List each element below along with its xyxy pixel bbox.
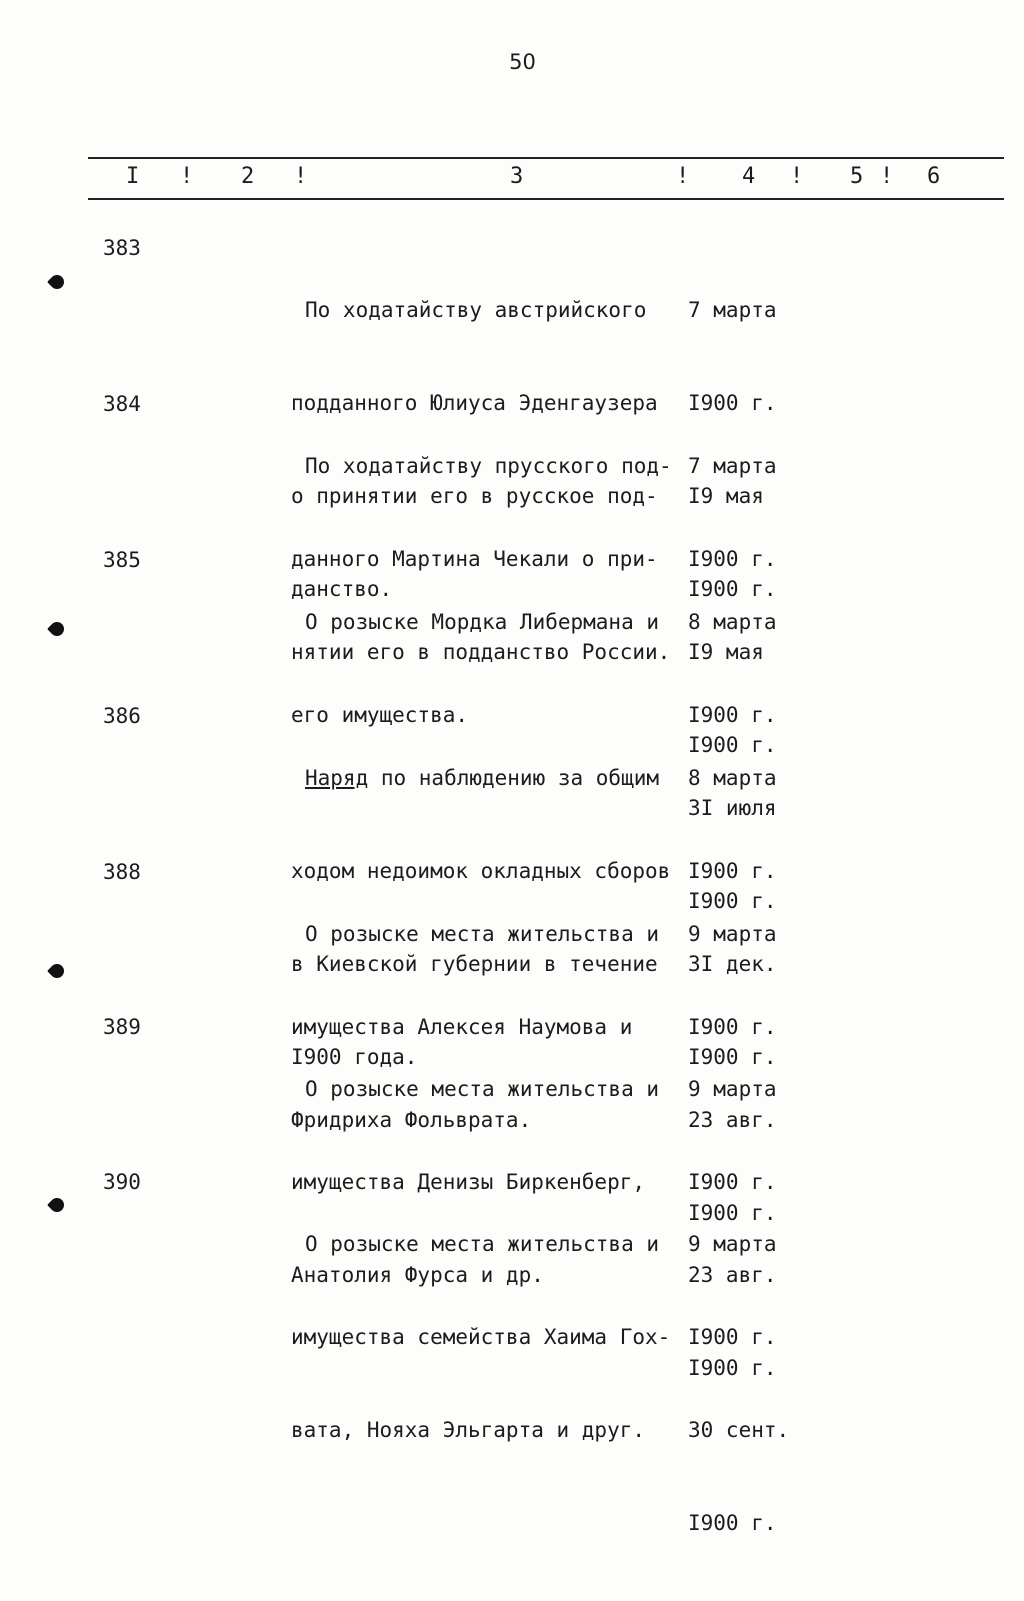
column-separator: !	[180, 164, 194, 189]
date-line: 8 марта	[688, 766, 777, 790]
description-line: ходом недоимок окладных сборов	[291, 859, 671, 883]
description-line: О розыске места жительства и	[305, 1232, 660, 1256]
punch-hole-icon	[47, 1195, 67, 1215]
punch-hole-icon	[47, 961, 67, 981]
date-line: 9 марта	[688, 922, 777, 946]
date-line: 9 марта	[688, 1077, 777, 1101]
description-line: данного Мартина Чекали о при-	[291, 547, 658, 571]
date-line: 7 марта	[688, 454, 777, 478]
column-header-2: 2	[241, 164, 255, 189]
column-separator: !	[676, 164, 690, 189]
column-header-1: I	[126, 164, 140, 189]
date-line: 23 авг.	[688, 1108, 777, 1132]
header-bottom-rule	[88, 198, 1004, 200]
date-line: I900 г.	[688, 1045, 777, 1069]
description-line: О розыске места жительства и	[305, 1077, 660, 1101]
date-line: 3I дек.	[688, 952, 777, 976]
date-line: I9 мая	[688, 640, 764, 664]
description-line: нятии его в подданство России.	[291, 640, 671, 664]
entry-number: 385	[103, 548, 141, 572]
description-line: Фридриха Фольврата.	[291, 1108, 532, 1132]
date-line: 23 авг.	[688, 1263, 777, 1287]
description-line: о принятии его в русское под-	[291, 484, 658, 508]
entry-description	[291, 1167, 683, 1508]
description-line: Анатолия Фурса и др.	[291, 1263, 544, 1287]
entry-number: 388	[103, 860, 141, 884]
date-line: I900 г.	[688, 547, 777, 571]
description-line: вата, Нояха Эльгарта и друг.	[291, 1418, 646, 1442]
date-line: I900 г.	[688, 1170, 777, 1194]
column-header-3: 3	[510, 164, 524, 189]
date-line: I900 г.	[688, 1325, 777, 1349]
date-line: I9 мая	[688, 484, 764, 508]
column-header-5: 5	[850, 164, 864, 189]
description-line: О розыске Мордка Либермана и	[305, 610, 660, 634]
column-separator: !	[294, 164, 308, 189]
entry-number: 389	[103, 1015, 141, 1039]
date-line: I900 г.	[688, 733, 777, 757]
description-line: имущества Алексея Наумова и	[291, 1015, 633, 1039]
header-top-rule	[88, 157, 1004, 159]
description-text: по наблюдению за общим	[368, 766, 660, 790]
entry-number: 383	[103, 236, 141, 260]
date-line: 7 марта	[688, 298, 777, 322]
punch-hole-icon	[47, 272, 67, 292]
column-separator: !	[880, 164, 894, 189]
entry-number: 386	[103, 704, 141, 728]
column-header-6: 6	[927, 164, 941, 189]
description-line: I900 года.	[291, 1045, 418, 1069]
column-header-4: 4	[742, 164, 756, 189]
entry-number: 384	[103, 392, 141, 416]
entry-dates	[688, 1167, 789, 1601]
date-line: I900 г.	[688, 1201, 777, 1225]
date-line: I900 г.	[688, 1511, 777, 1535]
date-line: 30 сент.	[688, 1418, 790, 1442]
date-line: I900 г.	[688, 577, 777, 601]
date-line: I900 г.	[688, 859, 777, 883]
description-line: его имущества.	[291, 703, 469, 727]
column-separator: !	[790, 164, 804, 189]
column-header-row	[0, 164, 1024, 192]
description-line: О розыске места жительства и	[305, 922, 660, 946]
description-line: По ходатайству австрийского	[305, 298, 647, 322]
description-line: подданного Юлиуса Эденгаузера	[291, 391, 658, 415]
punch-hole-icon	[47, 619, 67, 639]
description-line: имущества Денизы Биркенберг,	[291, 1170, 646, 1194]
description-line: По ходатайству прусского под-	[305, 454, 672, 478]
description-line	[291, 763, 683, 794]
date-line: I900 г.	[688, 1356, 777, 1380]
page-number: 50	[509, 50, 536, 74]
date-line: 9 марта	[688, 1232, 777, 1256]
description-line: имущества семейства Хаима Гох-	[291, 1325, 671, 1349]
description-line: данство.	[291, 577, 393, 601]
underlined-word: Наряд	[305, 766, 369, 790]
description-line: в Киевской губернии в течение	[291, 952, 658, 976]
date-line: I900 г.	[688, 703, 777, 727]
date-line: I900 г.	[688, 889, 777, 913]
date-line: I900 г.	[688, 1015, 777, 1039]
date-line: 3I июля	[688, 796, 777, 820]
entry-number: 390	[103, 1170, 141, 1194]
date-line: 8 марта	[688, 610, 777, 634]
date-line: I900 г.	[688, 391, 777, 415]
